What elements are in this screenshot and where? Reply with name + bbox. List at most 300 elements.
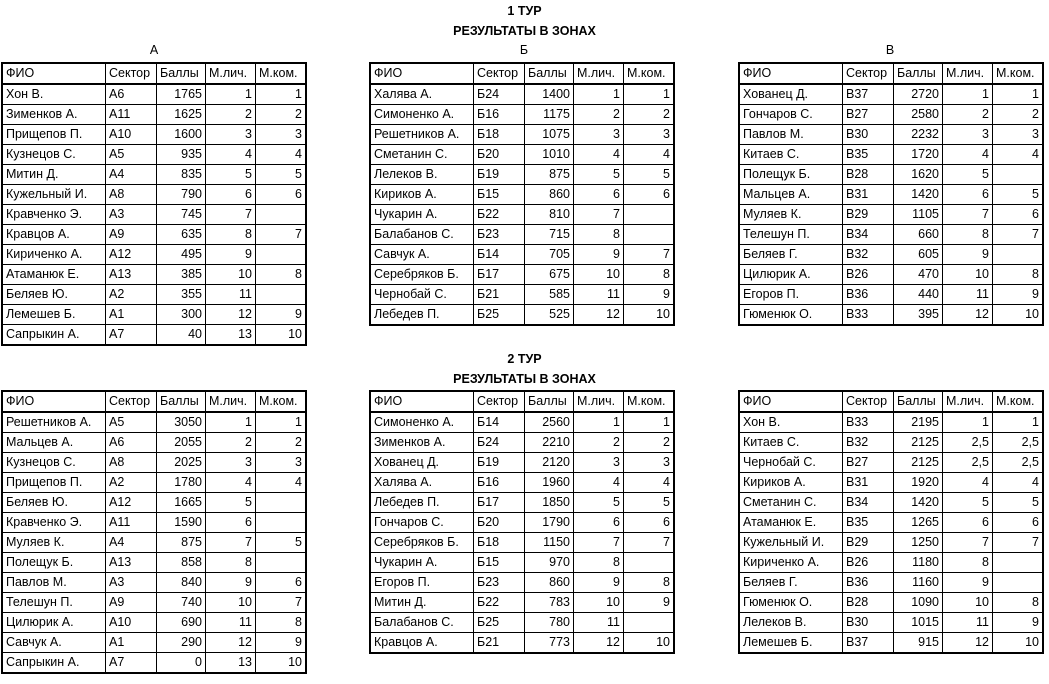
column-header-sector: Сектор: [106, 391, 157, 412]
cell-name: Савчук А.: [2, 633, 106, 653]
table-row: [739, 305, 1043, 326]
cell-name: Балабанов С.: [370, 613, 474, 633]
table-row: [370, 473, 674, 493]
cell-place-team: 4: [256, 473, 307, 493]
cell-name: Прищепов П.: [2, 473, 106, 493]
cell-name: Телешун П.: [739, 225, 843, 245]
cell-place-team: [993, 553, 1044, 573]
cell-score: 2210: [525, 433, 574, 453]
cell-place-personal: 3: [574, 125, 624, 145]
column-header-score: Баллы: [894, 391, 943, 412]
cell-name: Цилюрик А.: [739, 265, 843, 285]
cell-place-team: 8: [993, 265, 1044, 285]
cell-place-team: 2: [256, 433, 307, 453]
tour1-zone-a-label: А: [149, 43, 159, 57]
cell-place-team: 4: [993, 473, 1044, 493]
cell-place-personal: 7: [574, 533, 624, 553]
cell-sector: В28: [843, 165, 894, 185]
cell-sector: В31: [843, 473, 894, 493]
cell-sector: А10: [106, 613, 157, 633]
table-row: [2, 533, 306, 553]
cell-place-personal: 8: [943, 553, 993, 573]
cell-sector: В36: [843, 285, 894, 305]
cell-place-team: 10: [993, 633, 1044, 654]
cell-sector: В37: [843, 84, 894, 105]
column-header-name: ФИО: [739, 391, 843, 412]
cell-place-team: 8: [256, 265, 307, 285]
column-header-name: ФИО: [2, 63, 106, 84]
cell-sector: А12: [106, 245, 157, 265]
column-header-name: ФИО: [370, 63, 474, 84]
cell-sector: А2: [106, 285, 157, 305]
cell-sector: В32: [843, 433, 894, 453]
cell-name: Чернобай С.: [370, 285, 474, 305]
cell-name: Чукарин А.: [370, 205, 474, 225]
cell-sector: Б19: [474, 165, 525, 185]
table-row: [370, 493, 674, 513]
cell-name: Сметанин С.: [370, 145, 474, 165]
cell-score: 2125: [894, 433, 943, 453]
cell-place-team: 7: [624, 245, 675, 265]
cell-name: Сапрыкин А.: [2, 653, 106, 674]
cell-name: Павлов М.: [2, 573, 106, 593]
cell-place-team: 2: [993, 105, 1044, 125]
cell-score: 2232: [894, 125, 943, 145]
cell-place-team: 1: [993, 84, 1044, 105]
cell-score: 2120: [525, 453, 574, 473]
cell-name: Серебряков Б.: [370, 533, 474, 553]
cell-place-personal: 11: [943, 285, 993, 305]
cell-score: 1620: [894, 165, 943, 185]
cell-sector: А1: [106, 305, 157, 325]
cell-place-personal: 7: [574, 205, 624, 225]
table-row: [739, 573, 1043, 593]
cell-name: Хон В.: [2, 84, 106, 105]
cell-name: Кравченко Э.: [2, 513, 106, 533]
column-header-place-team: М.ком.: [624, 63, 675, 84]
cell-place-team: 3: [256, 453, 307, 473]
cell-name: Беляев Ю.: [2, 493, 106, 513]
column-header-sector: Сектор: [843, 63, 894, 84]
cell-name: Кравцов А.: [370, 633, 474, 654]
cell-score: 783: [525, 593, 574, 613]
cell-place-personal: 12: [943, 633, 993, 654]
table-row: [370, 84, 674, 105]
cell-name: Гончаров С.: [370, 513, 474, 533]
table-row: [370, 633, 674, 654]
table-header-row: [370, 63, 674, 84]
table-row: [370, 105, 674, 125]
cell-place-team: 7: [256, 225, 307, 245]
table-row: [370, 185, 674, 205]
cell-name: Атаманюк Е.: [2, 265, 106, 285]
table-row: [370, 205, 674, 225]
cell-name: Халява А.: [370, 473, 474, 493]
column-header-score: Баллы: [525, 391, 574, 412]
cell-place-team: 2: [256, 105, 307, 125]
cell-score: 2195: [894, 412, 943, 433]
cell-place-team: 3: [993, 125, 1044, 145]
cell-sector: Б24: [474, 84, 525, 105]
cell-sector: А7: [106, 653, 157, 674]
cell-sector: А4: [106, 533, 157, 553]
cell-place-team: 6: [624, 185, 675, 205]
cell-place-team: [624, 225, 675, 245]
cell-score: 585: [525, 285, 574, 305]
cell-score: 875: [525, 165, 574, 185]
cell-name: Беляев Ю.: [2, 285, 106, 305]
cell-score: 740: [157, 593, 206, 613]
cell-sector: Б25: [474, 305, 525, 326]
table-row: [370, 225, 674, 245]
cell-score: 1790: [525, 513, 574, 533]
column-header-sector: Сектор: [843, 391, 894, 412]
cell-name: Лелеков В.: [370, 165, 474, 185]
cell-name: Кужельный И.: [739, 533, 843, 553]
cell-name: Павлов М.: [739, 125, 843, 145]
cell-name: Хованец Д.: [739, 84, 843, 105]
column-header-place-personal: М.лич.: [206, 391, 256, 412]
column-header-name: ФИО: [739, 63, 843, 84]
cell-score: 1850: [525, 493, 574, 513]
cell-score: 1105: [894, 205, 943, 225]
cell-place-team: 9: [256, 305, 307, 325]
cell-place-personal: 6: [943, 513, 993, 533]
table-row: [370, 265, 674, 285]
cell-name: Хон В.: [739, 412, 843, 433]
cell-sector: А11: [106, 105, 157, 125]
cell-score: 290: [157, 633, 206, 653]
cell-sector: А13: [106, 265, 157, 285]
cell-sector: Б15: [474, 185, 525, 205]
cell-score: 525: [525, 305, 574, 326]
column-header-place-team: М.ком.: [993, 391, 1044, 412]
table-row: [370, 453, 674, 473]
cell-name: Егоров П.: [370, 573, 474, 593]
cell-place-team: 8: [993, 593, 1044, 613]
column-header-score: Баллы: [525, 63, 574, 84]
table-row: [2, 613, 306, 633]
cell-place-team: [256, 513, 307, 533]
cell-place-personal: 2: [206, 433, 256, 453]
cell-score: 635: [157, 225, 206, 245]
cell-score: 1010: [525, 145, 574, 165]
cell-name: Зименков А.: [370, 433, 474, 453]
cell-sector: Б18: [474, 125, 525, 145]
cell-score: 1160: [894, 573, 943, 593]
cell-score: 1420: [894, 493, 943, 513]
tour1-zone-b-label: Б: [519, 43, 529, 57]
column-header-score: Баллы: [157, 391, 206, 412]
cell-place-team: 8: [624, 573, 675, 593]
column-header-place-personal: М.лич.: [574, 391, 624, 412]
cell-sector: А1: [106, 633, 157, 653]
cell-place-team: 6: [624, 513, 675, 533]
cell-sector: А5: [106, 412, 157, 433]
cell-sector: В30: [843, 613, 894, 633]
cell-name: Муляев К.: [739, 205, 843, 225]
cell-place-team: 5: [993, 493, 1044, 513]
cell-place-team: 10: [993, 305, 1044, 326]
cell-score: 1665: [157, 493, 206, 513]
table-row: [2, 325, 306, 346]
cell-name: Китаев С.: [739, 145, 843, 165]
cell-name: Гончаров С.: [739, 105, 843, 125]
cell-score: 1180: [894, 553, 943, 573]
table-row: [739, 453, 1043, 473]
cell-place-team: 5: [993, 185, 1044, 205]
cell-name: Кужельный И.: [2, 185, 106, 205]
cell-place-personal: 6: [206, 185, 256, 205]
cell-score: 1175: [525, 105, 574, 125]
cell-place-team: 2,5: [993, 433, 1044, 453]
cell-place-team: 5: [256, 533, 307, 553]
cell-place-team: [256, 493, 307, 513]
cell-sector: В37: [843, 633, 894, 654]
cell-place-personal: 12: [574, 633, 624, 654]
cell-place-team: 10: [624, 305, 675, 326]
cell-sector: В34: [843, 225, 894, 245]
cell-sector: А11: [106, 513, 157, 533]
column-header-place-team: М.ком.: [256, 63, 307, 84]
cell-score: 1625: [157, 105, 206, 125]
cell-place-personal: 1: [574, 84, 624, 105]
table-row: [739, 533, 1043, 553]
table-row: [2, 245, 306, 265]
cell-place-personal: 1: [206, 84, 256, 105]
cell-place-team: 9: [624, 593, 675, 613]
cell-place-team: 6: [993, 205, 1044, 225]
table-row: [739, 493, 1043, 513]
cell-sector: Б15: [474, 553, 525, 573]
cell-sector: А3: [106, 573, 157, 593]
column-header-score: Баллы: [157, 63, 206, 84]
cell-place-personal: 10: [574, 265, 624, 285]
cell-score: 495: [157, 245, 206, 265]
cell-place-personal: 5: [206, 493, 256, 513]
cell-sector: В33: [843, 305, 894, 326]
cell-score: 858: [157, 553, 206, 573]
cell-place-team: 2: [624, 433, 675, 453]
table-row: [739, 185, 1043, 205]
cell-place-team: 10: [256, 325, 307, 346]
table-row: [739, 84, 1043, 105]
cell-sector: В26: [843, 553, 894, 573]
cell-score: 300: [157, 305, 206, 325]
cell-place-team: 4: [624, 145, 675, 165]
tour2-zone-b-table: [369, 390, 675, 654]
cell-score: 440: [894, 285, 943, 305]
table-row: [2, 145, 306, 165]
cell-place-personal: 5: [574, 493, 624, 513]
cell-place-personal: 3: [206, 125, 256, 145]
cell-place-personal: 13: [206, 653, 256, 674]
cell-sector: Б23: [474, 225, 525, 245]
cell-sector: В35: [843, 513, 894, 533]
cell-name: Беляев Г.: [739, 245, 843, 265]
table-row: [739, 125, 1043, 145]
table-row: [739, 245, 1043, 265]
cell-score: 773: [525, 633, 574, 654]
cell-place-personal: 6: [943, 185, 993, 205]
cell-score: 355: [157, 285, 206, 305]
cell-place-team: [256, 205, 307, 225]
cell-place-team: 6: [256, 185, 307, 205]
cell-score: 1265: [894, 513, 943, 533]
cell-place-team: [624, 205, 675, 225]
tour1-zone-v-label: В: [885, 43, 895, 57]
table-row: [370, 433, 674, 453]
table-row: [2, 165, 306, 185]
cell-score: 1090: [894, 593, 943, 613]
cell-sector: А8: [106, 185, 157, 205]
table-row: [370, 412, 674, 433]
cell-name: Телешун П.: [2, 593, 106, 613]
cell-score: 1250: [894, 533, 943, 553]
cell-place-personal: 8: [574, 225, 624, 245]
cell-sector: А13: [106, 553, 157, 573]
cell-name: Атаманюк Е.: [739, 513, 843, 533]
column-header-name: ФИО: [2, 391, 106, 412]
table-header-row: [370, 391, 674, 412]
cell-place-team: 3: [624, 125, 675, 145]
cell-place-personal: 8: [206, 553, 256, 573]
cell-place-team: 4: [624, 473, 675, 493]
cell-place-personal: 5: [943, 493, 993, 513]
cell-place-team: [256, 285, 307, 305]
cell-place-team: 9: [624, 285, 675, 305]
cell-name: Сметанин С.: [739, 493, 843, 513]
cell-place-personal: 5: [206, 165, 256, 185]
cell-sector: А6: [106, 84, 157, 105]
cell-score: 705: [525, 245, 574, 265]
cell-place-personal: 9: [574, 245, 624, 265]
cell-score: 1720: [894, 145, 943, 165]
cell-score: 810: [525, 205, 574, 225]
table-row: [2, 573, 306, 593]
cell-name: Чукарин А.: [370, 553, 474, 573]
cell-sector: В29: [843, 533, 894, 553]
cell-place-team: 6: [256, 573, 307, 593]
cell-place-team: 1: [624, 412, 675, 433]
cell-place-personal: 11: [943, 613, 993, 633]
cell-sector: В28: [843, 593, 894, 613]
table-header-row: [2, 391, 306, 412]
cell-place-team: 4: [993, 145, 1044, 165]
table-row: [370, 285, 674, 305]
cell-place-team: 9: [993, 285, 1044, 305]
cell-place-personal: 9: [574, 573, 624, 593]
cell-place-personal: 7: [206, 205, 256, 225]
cell-score: 2560: [525, 412, 574, 433]
cell-sector: В34: [843, 493, 894, 513]
cell-name: Егоров П.: [739, 285, 843, 305]
tour2-subtitle: РЕЗУЛЬТАТЫ В ЗОНАХ: [453, 372, 596, 386]
table-row: [370, 573, 674, 593]
cell-place-personal: 9: [943, 573, 993, 593]
cell-place-team: [624, 553, 675, 573]
cell-name: Симоненко А.: [370, 412, 474, 433]
table-header-row: [2, 63, 306, 84]
cell-place-team: 10: [624, 633, 675, 654]
cell-place-personal: 3: [574, 453, 624, 473]
table-row: [370, 533, 674, 553]
column-header-name: ФИО: [370, 391, 474, 412]
cell-score: 1075: [525, 125, 574, 145]
cell-sector: Б16: [474, 473, 525, 493]
cell-name: Мальцев А.: [2, 433, 106, 453]
cell-name: Балабанов С.: [370, 225, 474, 245]
cell-sector: А2: [106, 473, 157, 493]
column-header-place-personal: М.лич.: [943, 391, 993, 412]
cell-name: Решетников А.: [370, 125, 474, 145]
table-row: [2, 473, 306, 493]
cell-name: Зименков А.: [2, 105, 106, 125]
table-row: [2, 205, 306, 225]
cell-place-team: 1: [256, 84, 307, 105]
cell-place-personal: 12: [206, 633, 256, 653]
cell-place-personal: 12: [574, 305, 624, 326]
cell-place-personal: 10: [943, 593, 993, 613]
table-row: [2, 453, 306, 473]
cell-score: 1960: [525, 473, 574, 493]
cell-place-personal: 1: [943, 84, 993, 105]
cell-name: Лебедев П.: [370, 305, 474, 326]
table-row: [739, 265, 1043, 285]
cell-place-team: 5: [624, 493, 675, 513]
cell-place-personal: 2: [574, 433, 624, 453]
cell-place-personal: 9: [943, 245, 993, 265]
cell-place-team: 7: [256, 593, 307, 613]
cell-place-personal: 4: [574, 473, 624, 493]
column-header-score: Баллы: [894, 63, 943, 84]
table-header-row: [739, 63, 1043, 84]
table-row: [739, 433, 1043, 453]
cell-score: 2580: [894, 105, 943, 125]
cell-place-personal: 7: [943, 205, 993, 225]
cell-place-team: 4: [256, 145, 307, 165]
column-header-sector: Сектор: [474, 63, 525, 84]
column-header-place-team: М.ком.: [256, 391, 307, 412]
table-row: [2, 593, 306, 613]
cell-place-personal: 2,5: [943, 453, 993, 473]
cell-place-team: 1: [256, 412, 307, 433]
cell-sector: Б22: [474, 593, 525, 613]
cell-name: Муляев К.: [2, 533, 106, 553]
cell-sector: Б20: [474, 145, 525, 165]
cell-place-personal: 11: [206, 613, 256, 633]
cell-place-team: 8: [256, 613, 307, 633]
cell-name: Решетников А.: [2, 412, 106, 433]
table-row: [739, 633, 1043, 654]
cell-place-personal: 8: [206, 225, 256, 245]
tour1-zone-v-table: [738, 62, 1044, 326]
cell-score: 0: [157, 653, 206, 674]
cell-sector: В27: [843, 105, 894, 125]
cell-place-personal: 6: [206, 513, 256, 533]
cell-name: Хованец Д.: [370, 453, 474, 473]
cell-name: Сапрыкин А.: [2, 325, 106, 346]
tour1-title: 1 ТУР: [507, 4, 542, 18]
table-row: [2, 185, 306, 205]
table-row: [739, 145, 1043, 165]
cell-score: 675: [525, 265, 574, 285]
cell-name: Кириченко А.: [739, 553, 843, 573]
cell-score: 875: [157, 533, 206, 553]
cell-score: 385: [157, 265, 206, 285]
cell-name: Беляев Г.: [739, 573, 843, 593]
table-row: [739, 593, 1043, 613]
